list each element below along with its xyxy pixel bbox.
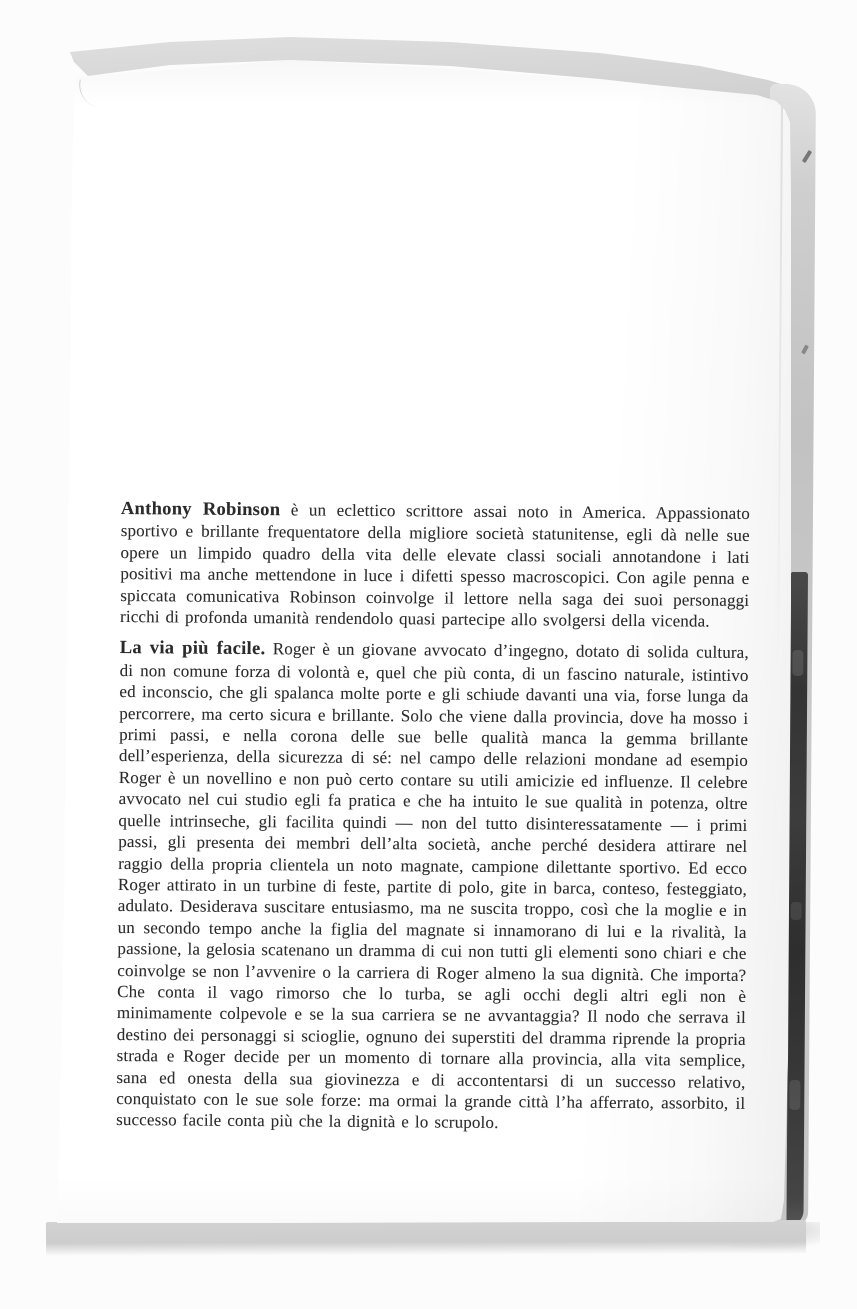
flap-text [116, 498, 750, 1136]
cover-edge-highlight [792, 650, 803, 676]
cover-edge-highlight [789, 1080, 800, 1110]
flap-fold-crease [777, 100, 783, 680]
plot-paragraph-body: Roger è un giovane avvocato d’ingegno, dotato di solida cultura, di non comune forza di volontà e, quel che più conta, di un fascino naturale, istintivo ed inconscio, che gli spalanca molte porte e gli schiude davanti una via, forse lunga da percorrere, ma certo sicura e brillante. Solo che viene dalla provincia, dove ha mosso i primi passi, e nella corona delle sue belle qualità manca la gemma brillante dell’esperienza, della sicurezza di sé: nel campo delle relazioni mondane ad esempio Roger è un novellino e non può certo contare su utili amicizie ed influenze. Il celebre avvocato nel cui studio egli fa pratica e che ha intuito le sue qualità in potenza, oltre quelle intrinseche, gli facilita quindi — non del tutto disinteressatamente — i primi passi, gli presenta dei membri dell’alta società, anche perché desidera attirare nel raggio della propria clientela un noto magnate, campione dilettante sportivo. Ed ecco Roger attirato in un turbine di feste, partite di polo, gite in barca, conteso, festeggiato, adulato. Desiderava suscitare entusiasmo, ma ne suscita troppo, così che la moglie e in un secondo tempo anche la figlia del magnate si innamorano di lui e la rivalità, la passione, la gelosia scatenano un dramma di cui non tutti gli elementi sono chiari e che coinvolge se non l’avvenire o la carriera di Roger almeno la sua dignità. Che importa? Che conta il vago rimorso che lo turba, se agli occhi degli altri egli non è minimamente colpevole e se la sua carriera se ne avvantaggia? Il nodo che serrava il destino dei personaggi si scioglie, ognuno dei superstiti del dramma riprende la propria strada e Roger decide per un momento di tornare alla provincia, alla vita semplice, sana ed onesta della sua giovinezza e di accontentarsi di un successo relativo, conquistato con le sue sole forze: ma ormai la grande città l’ha afferrato, assorbito, il successo facile conta più che la dignità e lo scrupolo. [116, 639, 749, 1133]
author-paragraph [120, 498, 750, 632]
book-bottom-page-edges [46, 1220, 806, 1256]
corner-crease [75, 79, 106, 108]
plot-title-lead: La via più facile. [119, 638, 266, 660]
author-name-lead: Anthony Robinson [120, 498, 281, 521]
author-paragraph-body: è un eclettico scrittore assai noto in America. Appassionato sportivo e brillante frequentatore della migliore società statunitense, egli dà nelle sue opere un limpido quadro della vita delle elevate classi sociali annotandone i lati positivi ma anche mettendone in luce i difetti spesso macroscopici. Con agile penna e spiccata comunicativa Robinson coinvolge il lettore nella saga dei suoi personaggi ricchi di profonda umanità rendendolo quasi partecipe allo svolgersi della vicenda. [119, 500, 750, 631]
plot-paragraph [116, 637, 749, 1135]
cover-edge-highlight [791, 902, 802, 920]
